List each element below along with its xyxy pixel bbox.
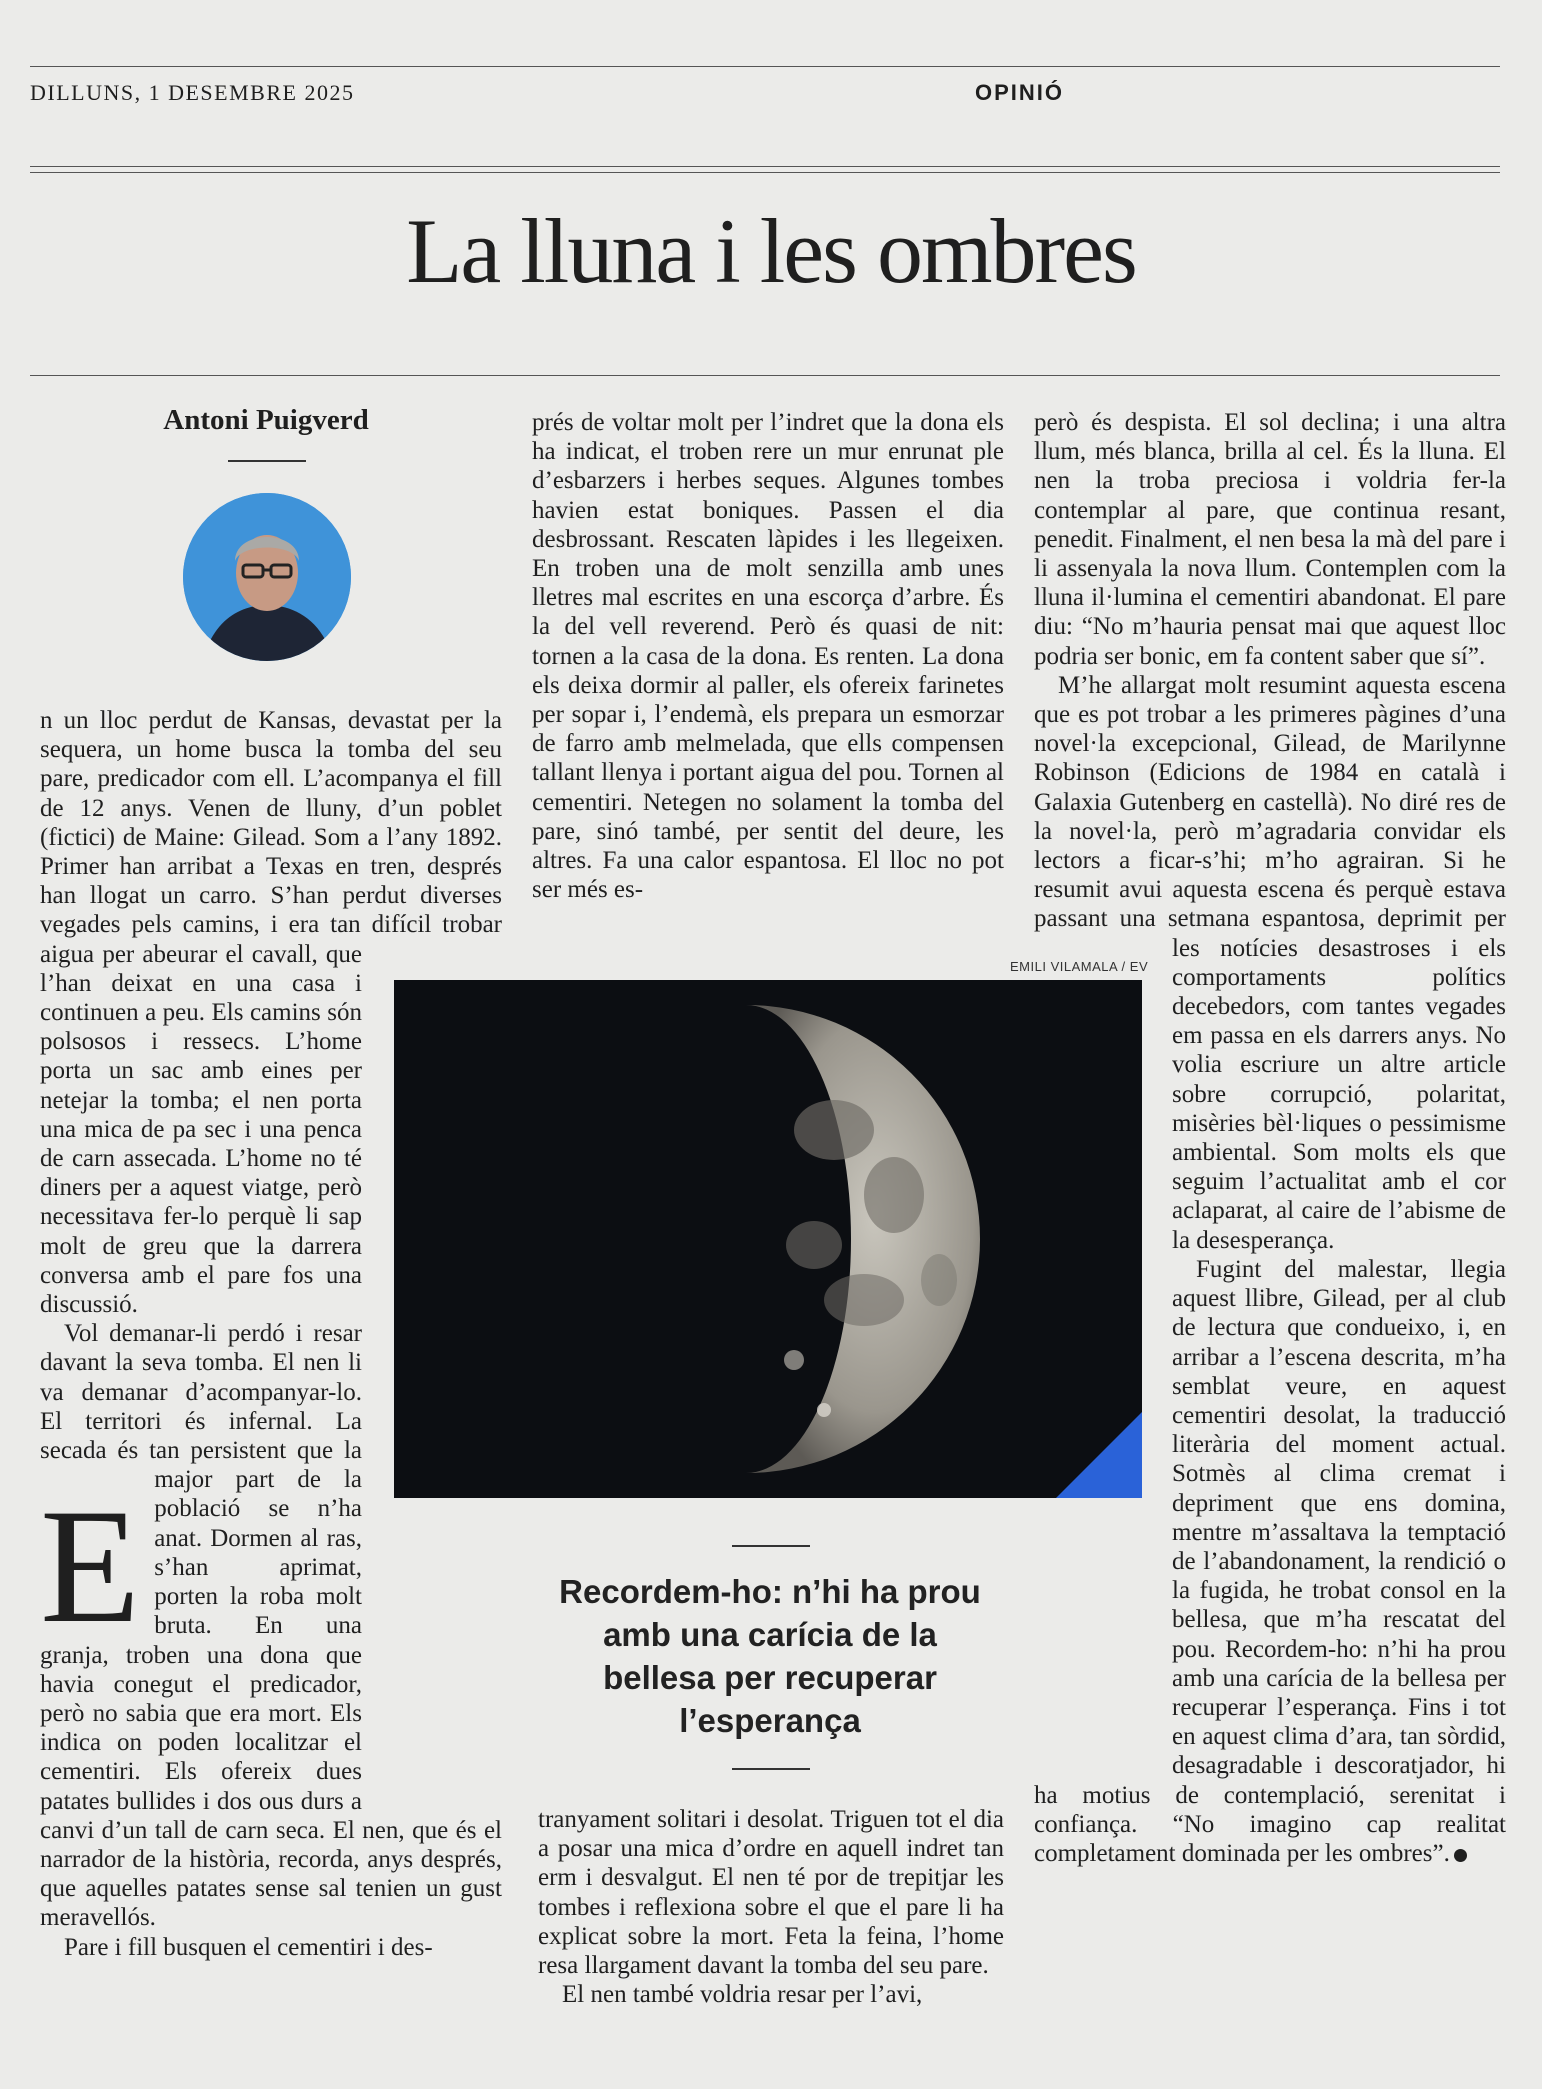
byline: Antoni Puigverd [163,404,369,436]
byline-rule [228,460,306,462]
headline-rule [30,375,1500,376]
section-label: OPINIÓ [975,80,1065,105]
end-of-article-mark [1454,1849,1467,1862]
moon-photo [394,980,1142,1498]
text-wrap-spacer [362,1494,502,1804]
photo-credit: EMILI VILAMALA / EV [1010,959,1149,974]
paragraph: n un lloc perdut de Kansas, devastat per la sequera, un home busca la tomba del seu pare, predicador com ell. L’acompanya el fill de 12 anys. Venen de lluny, d’un poblet (fictici) de Maine: Gilead. Som a l’any 1892. Primer han arribat a Texas en tren, després han llogat un carro. S’han perdut diverses vegades pels camins, i era tan difícil trobar aigua per abeurar el cavall, que l’han deixat en una casa i continuen a peu. Els camins són polsosos i ressecs. L’home porta un sac amb eines per netejar la tomba; el nen porta una mica de pa sec i una penca de carn assecada. L’home no té diners per a aquest viatge, però necessitava fer-lo perquè li sap molt de greu que la darrera conversa amb el pare fos una discussió. [40,707,502,1319]
dropcap: E [40,1476,141,1657]
paragraph-text: Fugint del malestar, llegia aquest llibre, Gilead, per al club de lectura que condueixo, i, en arribar a l’escena descrita, m’ha semblat veure, en aquest cementiri desolat, la traducció literària del moment actual. Sotmès al clima cremat i depriment que ens domina, mentre m’assaltava la temptació de l’abandonament, la rendició o la fugida, he trobat consol en la bellesa, que m’ha rescatat del pou. Recordem-ho: n’hi ha prou amb una carícia de la bellesa per recuperar l’esperança. Fins i tot en aquest clima d’ara, tan sòrdid, desagradable i descoratjador, hi ha motius de contemplació, serenitat i confiança. “No imagino cap realitat completament dominada per les ombres”. [1034,1255,1506,1867]
column-2-top [532,408,1004,904]
paragraph: però és despista. El sol declina; i una altra llum, més blanca, brilla al cel. És la lluna. El nen la troba preciosa i voldria fer-la contemplar al pare, que continua resant, penedit. Finalment, el nen besa la mà del pare i li assenyala la nova llum. Contemplen com la lluna il·lumina el cementiri abandonat. El pare diu: “No m’hauria pensat mai que aquest lloc podria ser bonic, em fa content saber que sí”. [1034,409,1506,670]
top-rule [30,66,1500,67]
text-wrap-spacer [1034,956,1172,1778]
author-photo [183,493,351,661]
paragraph: prés de voltar molt per l’indret que la dona els ha indicat, el troben rere un mur enrunat ple d’esbarzers i herbes seques. Algunes tombes havien estat boniques. Passen el dia desbrossant. Rescaten làpides i les llegeixen. En troben una de molt senzilla amb unes lletres mal escrites en una escorça d’arbre. És la del vell reverend. Però és quasi de nit: tornen a la casa de la dona. Es renten. La dona els deixa dormir al paller, els ofereix farinetes per sopar i, l’endemà, els prepara un esmorzar de farro amb melmelada, que ells compensen tallant llenya i portant aigua del pou. Tornen al cementiri. Netegen no solament la tomba del pare, sinó també, per sentit del deure, les altres. Fa una calor espantosa. El lloc no pot ser més es- [532,409,1004,904]
pull-quote: Recordem-ho: n’hi ha prou amb una carícia de la bellesa per recuperar l’esperança [559,1573,981,1739]
header-date: DILLUNS, 1 DESEMBRE 2025 [30,80,355,105]
pull-quote-rule [732,1768,810,1770]
column-2-bottom [538,1805,1004,2009]
paragraph: Vol demanar-li perdó i resar davant la seva tomba. El nen li va demanar d’acompanyar-lo. El territori és infernal. La secada és tan persistent que la major part de la població se n’ha anat. Dormen al ras, s’han aprimat, porten la roba molt bruta. En una granja, troben una dona que havia conegut el predicador, però no sabia que era mort. Els indica on poden localitzar el cementiri. Els ofereix dues patates bullides i dos ous durs a canvi d’un tall de carn seca. El nen, que és el narrador de la història, recorda, anys després, que aquelles patates sense sal tenien un gust meravellós. [40,1320,502,1932]
paragraph: M’he allargat molt resumint aquesta escena que es pot trobar a les primeres pàgines d’una novel·la excepcional, Gilead, de Marilynne Robinson (Edicions de 1984 en català i Galaxia Gutenberg en castellà). No diré res de la novel·la, però m’agradaria convidar els lectors a ficar-s’hi; m’ho agrairan. Si he resumit avui aquesta escena és perquè estava passant una setmana espantosa, deprimit per les notícies desastroses i els comportaments polítics decebedors, com tantes vegades em passa en els darrers anys. No volia escriure un altre article sobre corrupció, polaritat, misèries bèl·liques o pessimisme ambiental. Som molts els que seguim l’actualitat amb el cor aclaparat, al caire de l’abisme de la desesperança. [1034,671,1506,1254]
headline: La lluna i les ombres [406,200,1136,302]
pull-quote-rule [732,1545,810,1547]
column-3 [1034,408,1506,1868]
paragraph: tranyament solitari i desolat. Triguen tot el dia a posar una mica d’ordre en aquell indret tan erm i desvalgut. El nen té por de trepitjar les tombes i reflexiona sobre el que el pare li ha explicat sobre la mort. Feta la feina, l’home resa llargament davant la tomba del seu pare. [538,1806,1004,1980]
header-double-rule [30,166,1500,167]
header-double-rule [30,172,1500,173]
paragraph: Pare i fill busquen el cementiri i des- [64,1933,433,1961]
paragraph: El nen també voldria resar per l’avi, [562,1981,923,2009]
